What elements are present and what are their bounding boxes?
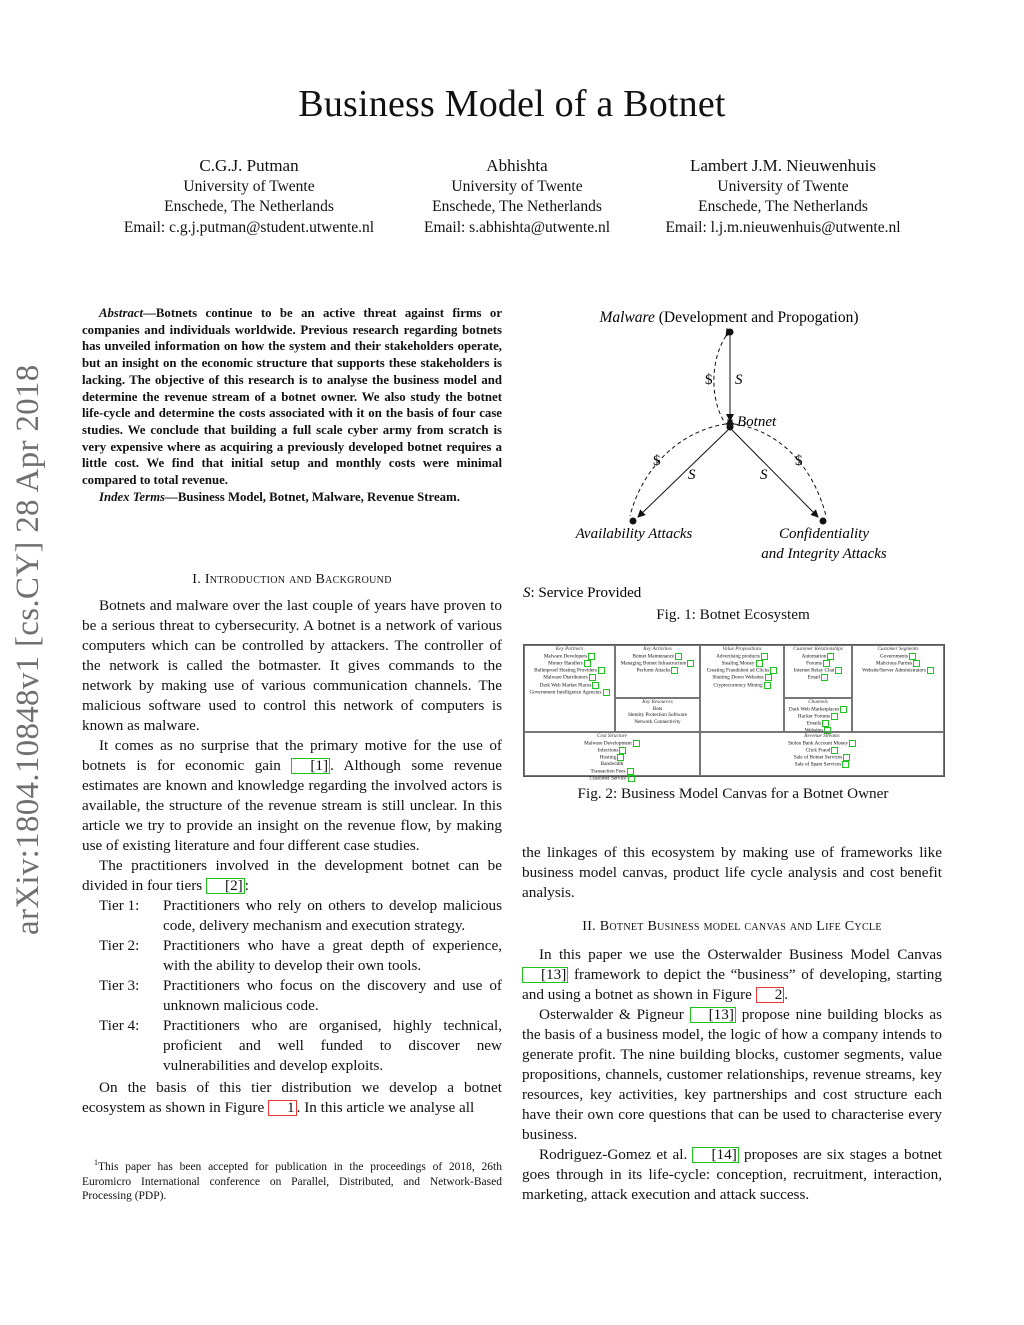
canvas-item: Emails — [785, 720, 851, 727]
payment-arrow — [630, 424, 726, 516]
canvas-block-title: Customer Segments — [877, 646, 919, 652]
canvas-item: Bots — [652, 705, 663, 712]
service-arrow — [638, 430, 728, 517]
left-column-body — [82, 596, 502, 1118]
paragraph — [522, 1145, 942, 1205]
citation-link[interactable]: [13] — [522, 967, 568, 983]
canvas-item: Sale of Botnet Services — [701, 754, 943, 761]
citation-link[interactable]: [1] — [291, 758, 330, 774]
paragraph-text: : — [244, 877, 249, 894]
author-block — [633, 156, 933, 238]
canvas-item: Website/Server Administrators — [853, 667, 943, 674]
section-heading-text: I. Introduction and Background — [192, 572, 392, 587]
paragraph-text: . In this article we analyse all — [296, 1099, 475, 1116]
paragraph: Botnets and malware over the last couple of years have proven to be a serious threat to cybersecurity. A botnet is a network of various computers which can be controlled by attackers. The controller of the network is called the botmaster. It gives commands to the network by making use of various communication channels. The malicious software used to control this network of computers is known as malware. — [82, 597, 502, 734]
footnote-text: This paper has been accepted for publication in the proceedings of 2018, 26th Euromicro International conference on Parallel, Distributed, and Network-Based Processing (PDP). — [82, 1160, 502, 1203]
canvas-channels — [784, 698, 852, 735]
paragraph — [522, 945, 942, 1005]
index-terms-label: Index Terms — [99, 489, 166, 504]
canvas-item: Malicious Parties — [853, 660, 943, 667]
paragraph: the linkages of this ecosystem by making use of frameworks like business model canvas, product life cycle analysis and cost benefit analysis. — [522, 844, 942, 901]
canvas-item: Creating Fraudulent ad Clicks — [701, 667, 783, 674]
canvas-item: Stolen Bank Account Money — [701, 740, 943, 747]
paragraph-text: It comes as no surprise that the primary motive for the use of botnets is for economic gain — [82, 737, 502, 774]
paragraph-text: The practitioners involved in the development botnet can be divided in four tiers — [82, 857, 502, 894]
author-name: Abhishta — [486, 156, 548, 175]
dollar-label: $ — [653, 453, 661, 469]
canvas-key-partners — [524, 645, 615, 732]
canvas-item: Infections — [525, 747, 699, 754]
integrity-attacks-label: and Integrity Attacks — [761, 546, 887, 562]
tier-text: Practitioners who have a great depth of experience, with the ability to develop their own tools. — [163, 937, 502, 974]
canvas-key-resources — [615, 698, 700, 732]
canvas-revenue-streams — [700, 732, 944, 776]
arxiv-identifier[interactable]: arXiv:1804.10848v1 [cs.CY] 28 Apr 2018 — [10, 364, 46, 935]
tier-text: Practitioners who rely on others to develop malicious code, delivery mechanism and execution strategy. — [163, 897, 502, 934]
canvas-item: Stealing Money — [701, 660, 783, 667]
canvas-item: Managing Botnet Infrastructure — [616, 660, 699, 667]
canvas-item: Sale of Spam Services — [701, 761, 943, 768]
citation-link[interactable]: [13] — [690, 1007, 736, 1023]
botnet-node — [727, 424, 734, 431]
author-location: Enschede, The Netherlands — [164, 198, 334, 215]
figure-link[interactable]: 2 — [756, 987, 785, 1003]
canvas-item: Advertising products — [701, 653, 783, 660]
canvas-item: Hosting — [525, 754, 699, 761]
canvas-block-title: Value Propositions — [722, 646, 762, 652]
canvas-item: Identity Protection Software — [628, 712, 687, 719]
tier-label: Tier 3: — [99, 977, 140, 994]
confidentiality-label: Confidentiality — [779, 526, 869, 542]
author-email[interactable]: Email: c.g.j.putman@student.utwente.nl — [123, 218, 375, 236]
canvas-value-propositions — [700, 645, 784, 732]
paper-title: Business Model of a Botnet — [298, 83, 726, 125]
tier-label: Tier 4: — [99, 1017, 140, 1034]
author-location: Enschede, The Netherlands — [432, 198, 602, 215]
paragraph — [522, 1005, 942, 1145]
author-affiliation: University of Twente — [451, 177, 583, 195]
tier-item — [82, 896, 502, 936]
canvas-item: Email — [785, 674, 851, 681]
paragraph-text: Osterwalder & Pigneur — [539, 1006, 690, 1023]
section-heading — [522, 917, 942, 937]
footnote — [82, 1156, 502, 1204]
canvas-item: Money Handlers — [525, 660, 614, 667]
canvas-item: Click Fraud — [701, 747, 943, 754]
canvas-item: Transaction Fees — [525, 768, 699, 775]
canvas-customer-segments — [852, 645, 944, 732]
paragraph-text: In this paper we use the Osterwalder Business Model Canvas — [539, 946, 942, 963]
section-heading — [82, 572, 502, 588]
author-location: Enschede, The Netherlands — [698, 198, 868, 215]
canvas-block-title: Channels — [808, 699, 828, 705]
service-label: S — [760, 467, 768, 483]
service-label: S — [688, 467, 696, 483]
author-name: Lambert J.M. Nieuwenhuis — [689, 156, 877, 175]
canvas-item: Malware Development — [525, 740, 699, 747]
legend: S: Service Provided — [523, 585, 642, 601]
abstract-label: Abstract — [99, 306, 144, 320]
canvas-item: Hacker Forums — [785, 713, 851, 720]
canvas-block-title: Cost Structure — [597, 733, 627, 739]
author-block — [367, 156, 667, 238]
botnet-ecosystem-diagram — [523, 300, 943, 600]
tier-text: Practitioners who focus on the discovery and use of unknown malicious code. — [163, 977, 502, 1014]
canvas-block-title: Revenue Streams — [804, 733, 840, 739]
service-label: S — [735, 372, 743, 388]
canvas-customer-relationships — [784, 645, 852, 698]
author-email[interactable]: Email: l.j.m.nieuwenhuis@utwente.nl — [665, 218, 901, 236]
canvas-item: Network Connectivity — [634, 718, 681, 725]
service-arrow — [732, 430, 818, 517]
paragraph-text: Rodriguez-Gomez et al. — [539, 1146, 693, 1163]
canvas-item: Websites — [785, 727, 851, 734]
canvas-key-activities — [615, 645, 700, 698]
canvas-block-title: Customer Relationships — [793, 646, 843, 652]
canvas-item: Governments — [853, 653, 943, 660]
paragraph-text: framework to depict the “business” of developing, starting and using a botnet as shown in Figure — [522, 966, 942, 1003]
canvas-item: Malware Distributors — [525, 674, 614, 681]
tier-item — [82, 936, 502, 976]
tier-text: Practitioners who are organised, highly technical, proficient and well funded to discover new vulnerabilities and develop exploits. — [163, 1017, 502, 1074]
tier-item — [82, 976, 502, 1016]
paragraph-text: On the basis of this tier distribution we develop a botnet ecosystem as shown in Figure — [82, 1079, 502, 1116]
canvas-block-title: Key Resources — [642, 699, 673, 705]
availability-attacks-node — [630, 518, 637, 525]
canvas-item: Automation — [785, 653, 851, 660]
canvas-item: Internet Relay Chat — [785, 667, 851, 674]
citation-link[interactable]: [14] — [692, 1147, 738, 1163]
tier-label: Tier 1: — [99, 897, 140, 914]
canvas-item: Perform Attacks — [616, 667, 699, 674]
canvas-item: Shutting Down Websites — [701, 674, 783, 681]
figure-link[interactable]: 1 — [268, 1100, 297, 1116]
paragraph-text: proposes are six stages a botnet goes through in its life-cycle: conception, recruitment, interaction, marketing, attack execution and attack success. — [522, 1146, 942, 1203]
paragraph-text: propose nine building blocks as the basis of a business model, the logic of how a company intends to generate profit. The nine building blocks, customer segments, value propositions, channels, customer relationships, revenue streams, key resources, key activities, key partnerships and cost structure each have their own core questions that can be used to characterise every business. — [522, 1006, 942, 1143]
canvas-item: Botnet Maintenance — [616, 653, 699, 660]
confidentiality-node — [820, 518, 827, 525]
figure-2-caption: Fig. 2: Business Model Canvas for a Botnet Owner — [577, 785, 889, 802]
right-column-body — [522, 843, 942, 1205]
payment-arrow — [734, 424, 826, 516]
canvas-item: Customer Service — [525, 775, 699, 782]
botnet-node-label: Botnet — [737, 414, 777, 430]
business-model-canvas — [523, 644, 945, 782]
canvas-item: Cryptocurrency Mining — [701, 682, 783, 689]
author-affiliation: University of Twente — [717, 177, 849, 195]
abstract — [82, 305, 502, 505]
tier-label: Tier 2: — [99, 937, 140, 954]
canvas-cost-structure — [524, 732, 700, 782]
section-heading-text: II. Botnet Business model canvas and Life Cycle — [582, 919, 882, 934]
canvas-item: Bulletproof Hosting Providers — [525, 667, 614, 674]
figure-1-caption: Fig. 1: Botnet Ecosystem — [656, 606, 810, 623]
dollar-label: $ — [705, 372, 713, 388]
index-terms: —Business Model, Botnet, Malware, Revenue Stream. — [165, 489, 460, 504]
availability-attacks-label: Availability Attacks — [575, 526, 693, 542]
canvas-item: Malware Developers — [525, 653, 614, 660]
malware-node-label: Malware (Development and Propogation) — [599, 309, 859, 326]
canvas-item: Dark Web Marketplaces — [785, 706, 851, 713]
author-name: C.G.J. Putman — [199, 156, 299, 175]
author-affiliation: University of Twente — [183, 177, 315, 195]
paragraph — [82, 1078, 502, 1118]
tier-item — [82, 1016, 502, 1076]
paragraph — [82, 736, 502, 856]
canvas-item: Bandwidth — [600, 761, 624, 768]
canvas-item: Dark Web Market Places — [525, 682, 614, 689]
footnote-mark: 1 — [94, 1158, 98, 1167]
author-email[interactable]: Email: s.abhishta@utwente.nl — [423, 218, 611, 236]
canvas-item: Forums — [785, 660, 851, 667]
paragraph — [82, 856, 502, 896]
canvas-block-title: Key Partners — [555, 646, 584, 652]
canvas-block-title: Key Activities — [643, 646, 672, 652]
dollar-label: $ — [795, 453, 803, 469]
canvas-item: Government Intelligence Agencies — [525, 689, 614, 696]
paragraph-text: . — [784, 986, 789, 1003]
author-block — [99, 156, 399, 238]
citation-link[interactable]: [2] — [206, 878, 245, 894]
payment-arrow — [714, 336, 726, 423]
abstract-text: —Botnets continue to be an active threat against firms or companies and individuals worldwide. Previous research regarding botnets has unveiled information on how the system and their stakeholders operate, but an insight on the economic structure that supports these stakeholders is lacking. The objective of this research is to analyse the business model and determine the revenue stream of a botnet owner. We also study the botnet life-cycle and determine the costs associated with it on the basis of four case studies. We conclude that building a full scale cyber army from scratch is very expensive where as acquiring a previously developed botnet requires a little cost. We find that initial setup and monthly costs were minimal compared to total revenue. — [82, 306, 502, 488]
paragraph-text: . Although some revenue estimates are known and knowledge regarding the involved actors is available, the structure of the revenue stream is still unclear. In this article we try to provide an insight on the revenue flow, by making use of existing literature and four different case studies. — [82, 757, 502, 854]
